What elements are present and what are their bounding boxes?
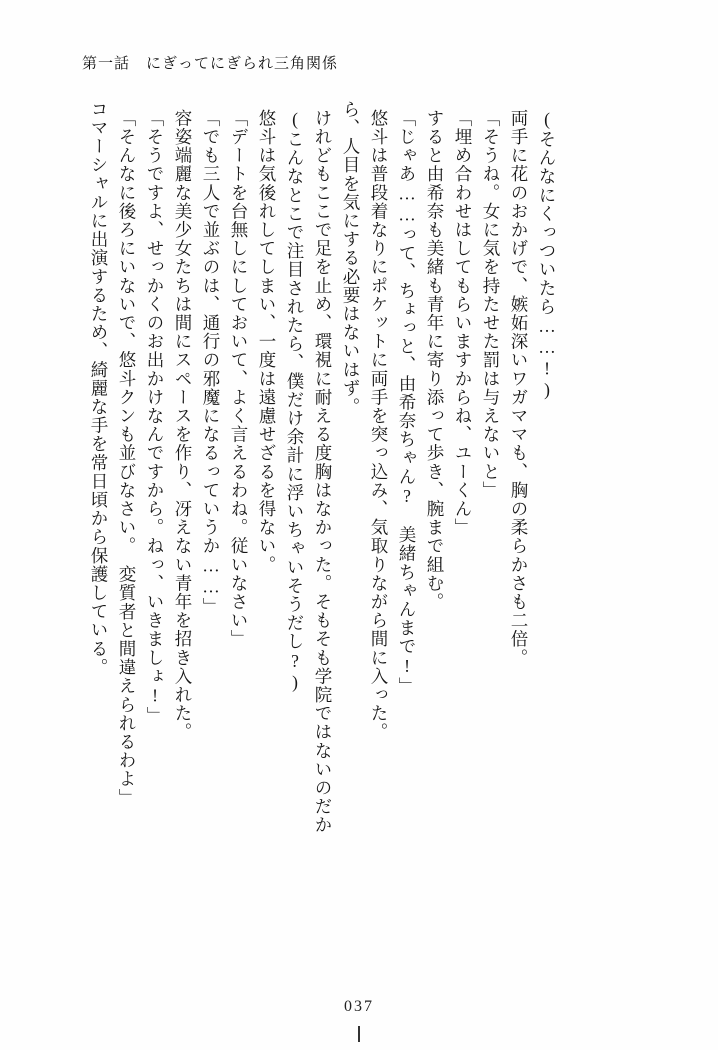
spine-mark bbox=[358, 1026, 360, 1042]
running-head-chapter-number: 第一話 bbox=[82, 56, 131, 72]
page-number: 037 bbox=[344, 998, 374, 1015]
text-column: 「埋め合わせはしてもらいますからね、ユーくん」 bbox=[453, 109, 473, 537]
text-column: 悠斗は普段着なりにポケットに両手を突っ込み、気取りながら間に入った。 bbox=[369, 109, 389, 742]
text-column: 「そうね。女に気を持たせた罰は与えないと」 bbox=[481, 109, 501, 500]
text-column: けれどもここで足を止め、環視に耐える度胸はなかった。そもそも学院ではないのだか bbox=[313, 109, 333, 835]
text-column: 「そんなに後ろにいないで、悠斗クンも並びなさい。 変質者と間違えられるわよ」 bbox=[117, 109, 137, 808]
vertical-text-body bbox=[80, 100, 640, 980]
text-column: 「じゃあ……って、ちょっと、由希奈ちゃん? 美緒ちゃんまで!」 bbox=[397, 109, 417, 696]
text-column: 「でも三人で並ぶのは、通行の邪魔になるっていうか……」 bbox=[201, 109, 221, 617]
text-column: (そんなにくっついたら……!) bbox=[537, 109, 557, 401]
running-head bbox=[82, 52, 338, 73]
text-column: ら、人目を気にする必要はないはず。 bbox=[341, 100, 361, 417]
text-column: 両手に花のおかげで、嫉妬深いワガママも、胸の柔らかさも二倍。 bbox=[509, 109, 529, 667]
text-column: (こんなとこで注目されたら、僕だけ余計に浮いちゃいそうだし?) bbox=[285, 109, 305, 694]
text-column: すると由希奈も美緒も青年に寄り添って歩き、腕まで組む。 bbox=[425, 109, 445, 612]
text-column: 「そうですよ、せっかくのお出かけなんですから。ねっ、いきましょ!」 bbox=[145, 109, 165, 726]
text-column: 容姿端麗な美少女たちは間にスペースを作り、冴えない青年を招き入れた。 bbox=[173, 109, 193, 742]
running-head-chapter-title: にぎってにぎられ三角関係 bbox=[146, 56, 339, 72]
text-column: 悠斗は気後れしてしまい、一度は遠慮せざるを得ない。 bbox=[257, 109, 277, 574]
text-column: 「デートを台無しにしておいて、よく言えるわね。従いなさい」 bbox=[229, 109, 249, 649]
text-column: コマーシャルに出演するため、綺麗な手を常日頃から保護している。 bbox=[89, 100, 109, 677]
